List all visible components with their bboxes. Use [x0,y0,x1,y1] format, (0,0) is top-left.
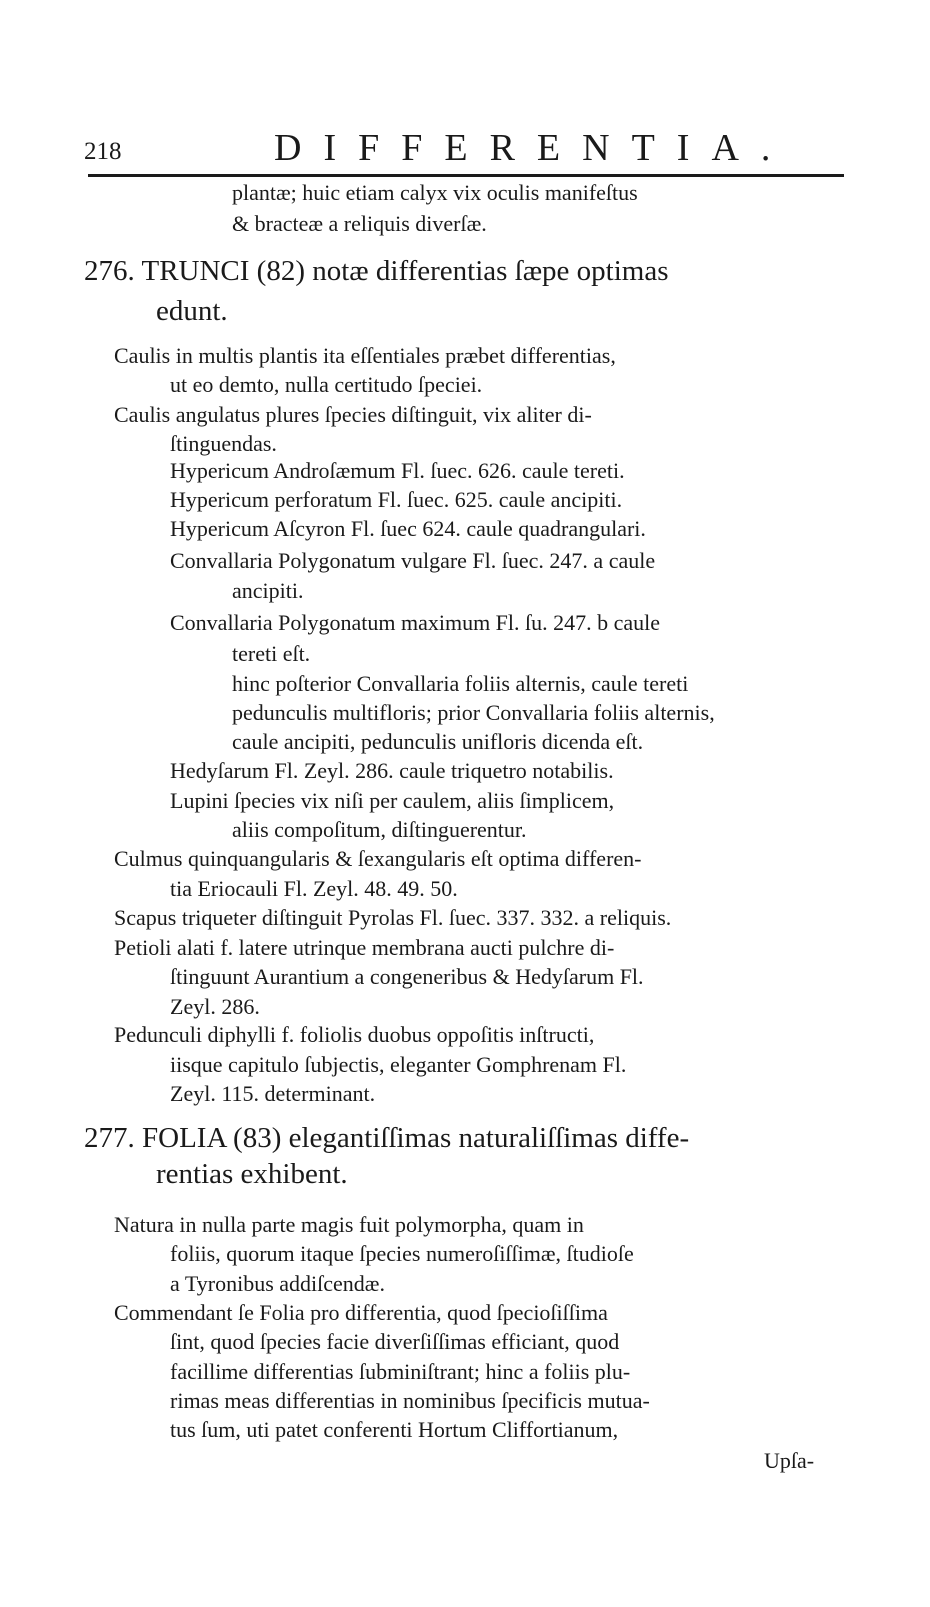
text-line: & bracteæ a reliquis diverſæ. [232,211,487,236]
text-line: pedunculis multifloris; prior Convallaria foliis alternis, [232,700,715,725]
text-line: hinc poſterior Convallaria foliis alternis, caule tereti [232,671,689,696]
text-line: Pedunculi diphylli f. foliolis duobus oppoſitis inſtructi, [114,1022,595,1047]
text-line: foliis, quorum itaque ſpecies numeroſiſſimæ, ſtudioſe [170,1241,634,1266]
running-title: DIFFERENTIA. [274,127,793,169]
text-line: tia Eriocauli Fl. Zeyl. 48. 49. 50. [170,876,458,901]
text-line: Culmus quinquangularis & ſexangularis eſt optima differen- [114,846,642,871]
catchword: Upſa- [764,1448,815,1473]
text-line: Convallaria Polygonatum vulgare Fl. ſuec. 247. a caule [170,548,656,573]
text-line: Hedyſarum Fl. Zeyl. 286. caule triquetro notabilis. [170,758,614,783]
header-rule [88,174,844,177]
section-heading: 277. FOLIA (83) elegantiſſimas naturaliſſimas diffe- [84,1122,690,1154]
text-line: ut eo demto, nulla certitudo ſpeciei. [170,372,483,397]
text-line: Petioli alati f. latere utrinque membrana aucti pulchre di- [114,935,615,960]
section-heading: 276. TRUNCI (82) notæ differentias ſæpe optimas [84,255,669,287]
text-line: plantæ; huic etiam calyx vix oculis manifeſtus [232,180,638,205]
text-line: a Tyronibus addiſcendæ. [170,1271,385,1296]
text-line: Hypericum perforatum Fl. ſuec. 625. caule ancipiti. [170,487,623,512]
text-line: ancipiti. [232,578,304,603]
text-line: ſtinguendas. [170,431,277,456]
text-line: ſint, quod ſpecies facie diverſiſſimas efficiant, quod [170,1329,620,1354]
text-line: ſtinguunt Aurantium a congeneribus & Hedyſarum Fl. [170,964,644,989]
text-line: Hypericum Aſcyron Fl. ſuec 624. caule quadrangulari. [170,516,646,541]
text-line: Zeyl. 115. determinant. [170,1081,376,1106]
text-line: tus ſum, uti patet conferenti Hortum Cliffortianum, [170,1417,619,1442]
text-line: Caulis angulatus plures ſpecies diſtinguit, vix aliter di- [114,402,592,427]
text-line: Scapus triqueter diſtinguit Pyrolas Fl. ſuec. 337. 332. a reliquis. [114,905,672,930]
text-line: Lupini ſpecies vix niſi per caulem, aliis ſimplicem, [170,788,615,813]
text-line: caule ancipiti, pedunculis unifloris dicenda eſt. [232,729,644,754]
text-line: iisque capitulo ſubjectis, eleganter Gomphrenam Fl. [170,1052,627,1077]
text-line: Commendant ſe Folia pro differentia, quod ſpecioſiſſima [114,1300,608,1325]
text-line: Caulis in multis plantis ita eſſentiales præbet differentias, [114,343,616,368]
text-line: Natura in nulla parte magis fuit polymorpha, quam in [114,1212,584,1237]
text-line: tereti eſt. [232,641,311,666]
text-line: Zeyl. 286. [170,994,260,1019]
text-line: aliis compoſitum, diſtinguerentur. [232,817,527,842]
page-number: 218 [84,138,122,165]
text-line: facillime differentias ſubminiſtrant; hinc a foliis plu- [170,1359,631,1384]
section-heading: edunt. [156,295,228,327]
text-line: Hypericum Androſæmum Fl. ſuec. 626. caule tereti. [170,458,625,483]
section-heading: rentias exhibent. [156,1158,348,1190]
text-line: Convallaria Polygonatum maximum Fl. ſu. 247. b caule [170,610,661,635]
text-line: rimas meas differentias in nominibus ſpecificis mutua- [170,1388,650,1413]
page-header [84,126,844,176]
